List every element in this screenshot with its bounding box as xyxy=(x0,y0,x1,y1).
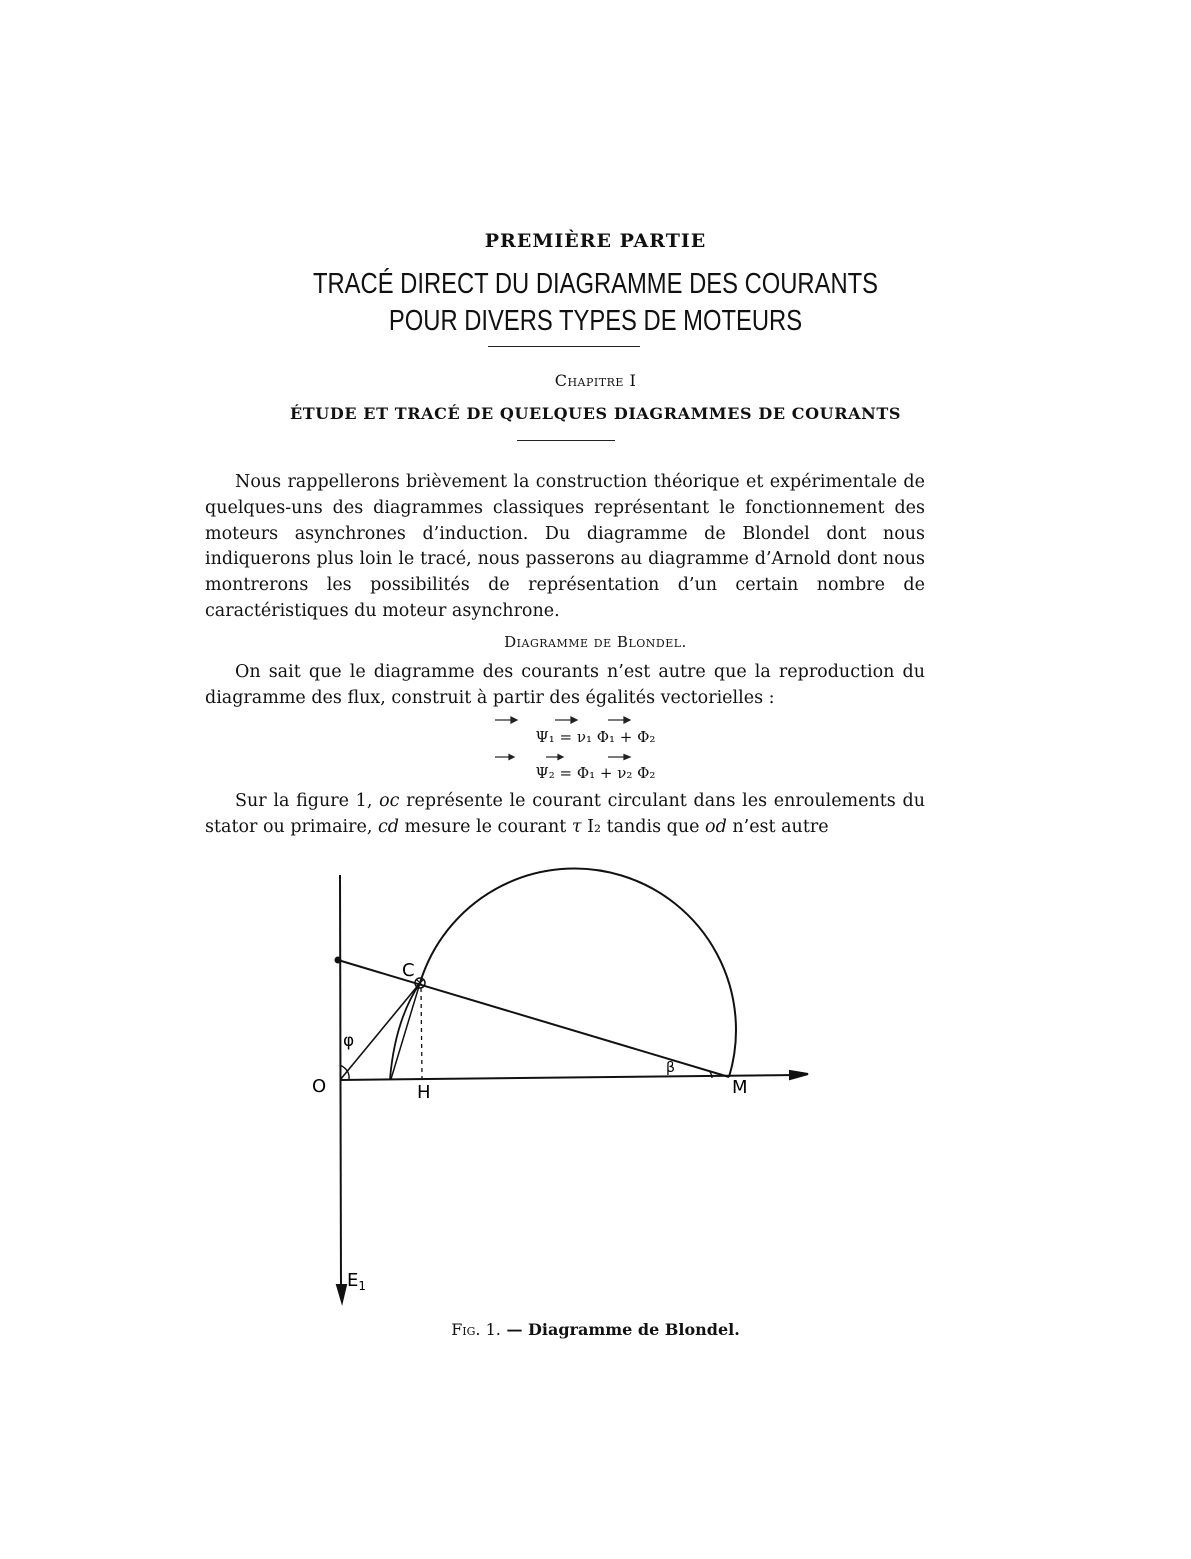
chord-line xyxy=(391,983,420,1079)
text-span: n’est autre xyxy=(726,816,829,837)
label-e1-letter: E xyxy=(347,1270,359,1291)
text-span: tandis que xyxy=(601,816,706,837)
equation-1: Ψ₁ = ν₁ Φ₁ + Φ₂ xyxy=(535,728,656,746)
paragraph-figure xyxy=(205,789,925,841)
symbol-i2: I₂ xyxy=(581,816,601,837)
text-span: représente le courant circulant dans les enroulements du stator ou primaire, xyxy=(205,791,925,837)
label-beta: β xyxy=(666,1060,675,1076)
main-title-line-1: TRACÉ DIRECT DU DIAGRAMME DES COURANTS xyxy=(312,268,879,300)
main-title-line-2: POUR DIVERS TYPES DE MOTEURS xyxy=(388,305,803,337)
label-h: H xyxy=(417,1082,431,1103)
label-o: O xyxy=(312,1076,327,1097)
figure-caption xyxy=(0,1320,1191,1339)
symbol-tau: τ xyxy=(571,816,582,837)
section-heading: Diagramme de Blondel. xyxy=(504,633,687,651)
vector-oc: oc xyxy=(379,791,400,811)
vector-cd: cd xyxy=(377,816,399,837)
blondel-diagram xyxy=(290,860,830,1310)
caption-text: — Diagramme de Blondel. xyxy=(500,1320,740,1339)
chapter-label: Chapitre I xyxy=(554,371,637,390)
vertical-axis xyxy=(340,875,341,1295)
intro-paragraph: Nous rappellerons brièvement la construction théorique et expérimentale de quelques-uns des diagrammes classiques représentant le fonctionnement des moteurs asynchrones d’induction. Du diagramme de Blondel dont nous indiquerons plus loin le tracé, nous passerons au diagramme d’Arnold dont nous montrerons les possibilités de représentation d’un certain nombre de caractéristiques du moteur asynchrone. xyxy=(205,472,925,621)
label-c: C xyxy=(402,960,415,981)
horizontal-axis xyxy=(340,1075,800,1080)
text-span: mesure le courant xyxy=(398,816,572,837)
horizontal-arrowhead xyxy=(790,1071,808,1079)
label-e1 xyxy=(347,1270,366,1293)
caption-fig-number: Fig. 1. xyxy=(451,1320,501,1339)
label-m: M xyxy=(732,1077,748,1098)
chapter-title: ÉTUDE ET TRACÉ DE QUELQUES DIAGRAMMES DE COURANTS xyxy=(289,404,902,423)
axis-point xyxy=(336,958,341,963)
vector-od: od xyxy=(705,816,727,837)
title-divider xyxy=(488,346,640,347)
label-phi: φ xyxy=(343,1031,355,1051)
chapter-divider xyxy=(517,440,615,441)
e1-arrowhead xyxy=(337,1285,346,1302)
current-circle xyxy=(420,869,736,1077)
equation-2: Ψ₂ = Φ₁ + ν₂ Φ₂ xyxy=(535,764,656,782)
paragraph-blondel: On sait que le diagramme des courants n’est autre que la reproduction du diagramme des flux, construit à partir des égalités vectorielles : xyxy=(205,662,925,708)
text-span: Sur la figure 1, xyxy=(235,791,380,811)
part-heading: PREMIÈRE PARTIE xyxy=(484,230,707,252)
label-e1-subscript: 1 xyxy=(358,1279,367,1293)
projection-ch xyxy=(421,988,422,1078)
